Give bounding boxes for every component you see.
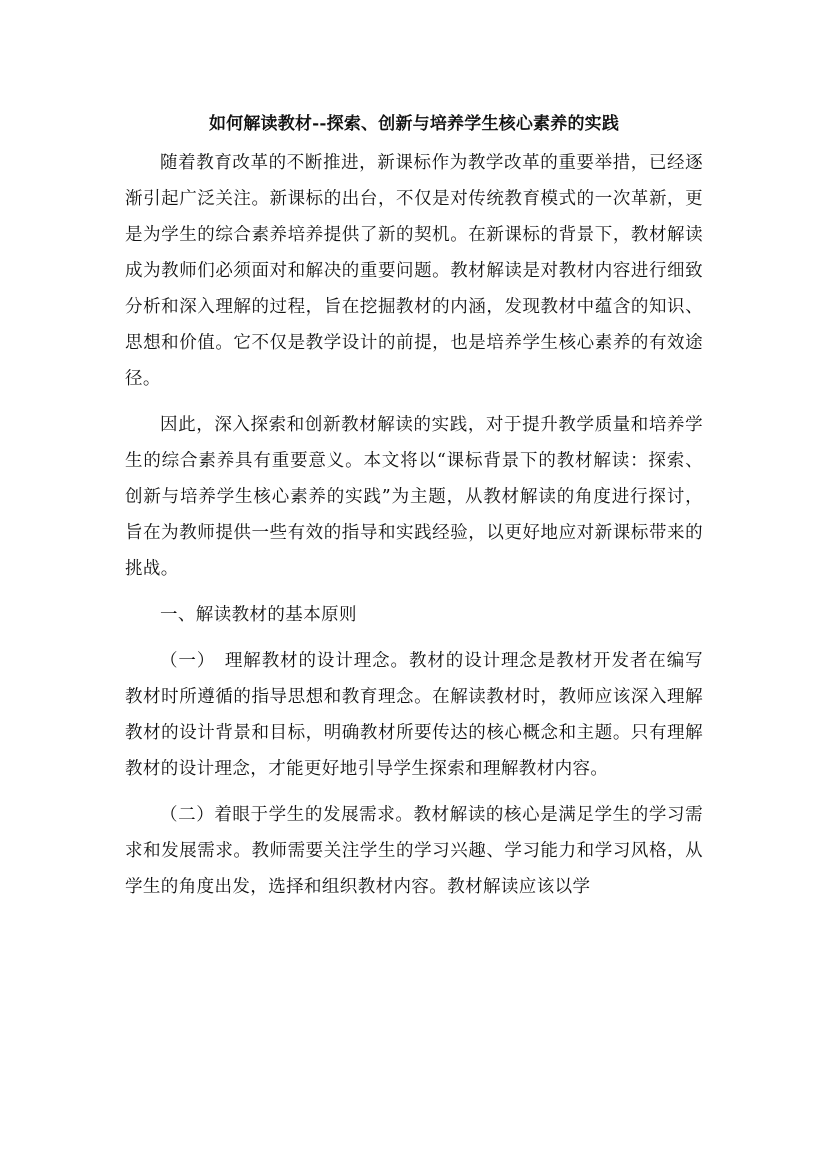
document-title: 如何解读教材--探索、创新与培养学生核心素养的实践 [208, 114, 620, 134]
paragraph-gap [125, 633, 703, 643]
paragraph-gap [125, 397, 703, 407]
paragraph-gap [125, 787, 703, 797]
intro-paragraph-1: 随着教育改革的不断推进，新课标作为教学改革的重要举措，已经逐渐引起广泛关注。新课标的出台，不仅是对传统教育模式的一次革新，更是为学生的综合素养培养提供了新的契机。在新课标的背景下，教材解读成为教师们必须面对和解决的重要问题。教材解读是对教材内容进行细致分析和深入理解的过程，旨在挖掘教材的内涵，发现教材中蕴含的知识、思想和价值。它不仅是教学设计的前提，也是培养学生核心素养的有效途径。 [125, 153, 703, 389]
section-paragraph-1: （一） 理解教材的设计理念。教材的设计理念是教材开发者在编写教材时所遵循的指导思想和教育理念。在解读教材时，教师应该深入理解教材的设计背景和目标，明确教材所要传达的核心概念和主题。只有理解教材的设计理念，才能更好地引导学生探索和理解教材内容。 [125, 651, 703, 779]
section-heading: 一、解读教材的基本原则 [160, 605, 357, 625]
document-body [125, 103, 703, 905]
intro-paragraph-2: 因此，深入探索和创新教材解读的实践，对于提升教学质量和培养学生的综合素养具有重要意义。本文将以“课标背景下的教材解读：探索、创新与培养学生核心素养的实践”为主题，从教材解读的角度进行探讨，旨在为教师提供一些有效的指导和实践经验，以更好地应对新课标带来的挑战。 [125, 415, 703, 579]
paragraph-gap [125, 587, 703, 597]
section-paragraph-2: （二）着眼于学生的发展需求。教材解读的核心是满足学生的学习需求和发展需求。教师需要关注学生的学习兴趣、学习能力和学习风格，从学生的角度出发，选择和组织教材内容。教材解读应该以学 [125, 805, 703, 897]
